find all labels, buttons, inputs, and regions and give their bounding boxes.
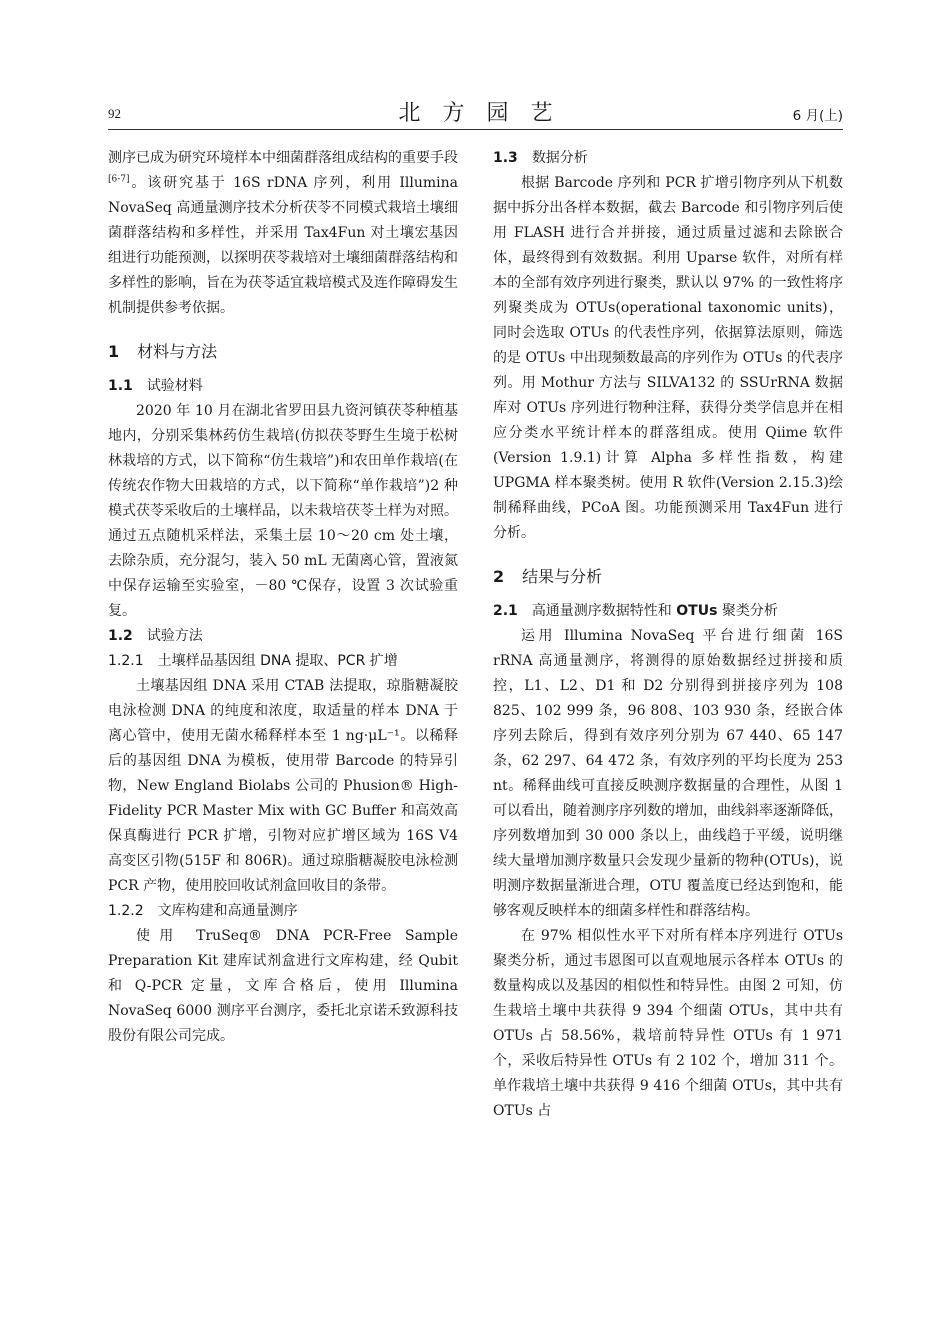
left-column <box>108 146 458 1049</box>
subsubsection-heading-1-2-2 <box>108 899 458 924</box>
subsection-title: 试验材料 <box>146 378 203 394</box>
section-heading-1 <box>108 339 458 364</box>
subsection-title-b: OTUs <box>676 603 718 619</box>
subsection-title: 数据分析 <box>531 150 588 166</box>
subsection-number: 2.1 <box>493 603 518 619</box>
subsection-title-a: 高通量测序数据特性和 <box>531 603 677 619</box>
intro-text-a: 测序已成为研究环境样本中细菌群落组成结构的重要手段 <box>108 150 458 166</box>
section-title: 结果与分析 <box>522 567 603 586</box>
subsection-heading-1-3 <box>493 146 843 171</box>
subsection-title-c: 聚类分析 <box>717 603 778 619</box>
right-column <box>493 146 843 1124</box>
header-rule <box>108 129 843 130</box>
issue-label: 6 月(上) <box>792 108 843 124</box>
journal-title: 北方园艺 <box>398 101 575 126</box>
intro-paragraph <box>108 146 458 321</box>
page-number: 92 <box>108 106 121 121</box>
subsection-number: 1.1 <box>108 378 133 394</box>
results-paragraph-2: 在 97% 相似性水平下对所有样本序列进行 OTUs 聚类分析，通过韦恩图可以直观地展示各样本 OTUs 的数量构成以及基因的相似性和特异性。由图 2 可知，仿生栽培土壤中共获得 9 394 个细菌 OTUs，其中共有 OTUs 占 58.56%，栽培前特异性 OTUs 有 1 971 个，采收后特异性 OTUs 有 2 102 个，增加 311 个。单作栽培土壤中共获得 9 416 个细菌 OTUs，其中共有 OTUs 占 <box>493 928 843 1119</box>
analysis-paragraph: 根据 Barcode 序列和 PCR 扩增引物序列从下机数据中拆分出各样本数据，截去 Barcode 和引物序列后使用 FLASH 进行合并拼接，通过质量过滤和去除嵌合体，最终得到有效数据。利用 Uparse 软件，对所有样本的全部有效序列进行聚类，默认以 97% 的一致性将序列聚类成为 OTUs(operational taxonomic units)，同时会选取 OTUs 的代表性序列，依据算法原则，筛选的是 OTUs 中出现频数最高的序列作为 OTUs 的代表序列。用 Mothur 方法与 SILVA132 的 SSUrRNA 数据库对 OTUs 序列进行物种注释，获得分类学信息并在相应分类水平统计样本的群落组成。使用 Qiime 软件(Version 1.9.1)计算 Alpha 多样性指数，构建 UPGMA 样本聚类树。使用 R 软件(Version 2.15.3)绘制稀释曲线，PCoA 图。功能预测采用 Tax4Fun 进行分析。 <box>493 175 843 541</box>
subsubsection-number: 1.2.1 <box>108 653 144 669</box>
subsubsection-title: 土壤样品基因组 DNA 提取、PCR 扩增 <box>157 653 398 669</box>
section-number: 2 <box>493 567 505 586</box>
library-paragraph: 使用 TruSeq® DNA PCR-Free Sample Preparation Kit 建库试剂盒进行文库构建，经 Qubit 和 Q-PCR 定量，文库合格后，使用 Illumina NovaSeq 6000 测序平台测序，委托北京诺禾致源科技股份有限公司完成。 <box>108 928 458 1044</box>
page-header <box>108 96 843 132</box>
section-number: 1 <box>108 342 120 361</box>
subsection-number: 1.3 <box>493 150 518 166</box>
dna-extraction-paragraph: 土壤基因组 DNA 采用 CTAB 法提取，琼脂糖凝胶电泳检测 DNA 的纯度和浓度，取适量的样本 DNA 于离心管中，使用无菌水稀释样本至 1 ng·μL⁻¹。以稀释后的基因组 DNA 为模板，使用带 Barcode 的特异引物，New England Biolabs 公司的 Phusion® High-Fidelity PCR Master Mix with GC Buffer 和高效高保真酶进行 PCR 扩增，引物对应扩增区域为 16S V4 高变区引物(515F 和 806R)。通过琼脂糖凝胶电泳检测 PCR 产物，使用胶回收试剂盒回收目的条带。 <box>108 678 458 894</box>
subsubsection-title: 文库构建和高通量测序 <box>157 903 298 919</box>
subsection-heading-1-1 <box>108 374 458 399</box>
intro-text-b: 。该研究基于 16S rDNA 序列，利用 Illumina NovaSeq 高通量测序技术分析茯苓不同模式栽培土壤细菌群落结构和多样性，并采用 Tax4Fun 对土壤宏基因组进行功能预测，以探明茯苓栽培对土壤细菌群落结构和多样性的影响，旨在为茯苓适宜栽培模式及连作障碍发生机制提供参考依据。 <box>108 175 458 316</box>
subsection-title: 试验方法 <box>146 628 203 644</box>
subsection-number: 1.2 <box>108 628 133 644</box>
materials-paragraph: 2020 年 10 月在湖北省罗田县九资河镇茯苓种植基地内，分别采集林药仿生栽培(仿拟茯苓野生生境于松树林栽培的方式，以下简称“仿生栽培”)和农田单作栽培(在传统农作物大田栽培的方式，以下简称“单作栽培”)2 种模式茯苓采收后的土壤样品，以未栽培茯苓土样为对照。通过五点随机采样法，采集土层 10～20 cm 处土壤，去除杂质，充分混匀，装入 50 mL 无菌离心管，置液氮中保存运输至实验室，－80 ℃保存，设置 3 次试验重复。 <box>108 403 458 619</box>
subsection-heading-2-1 <box>493 599 843 624</box>
section-heading-2 <box>493 564 843 589</box>
subsubsection-heading-1-2-1 <box>108 649 458 674</box>
subsection-heading-1-2 <box>108 624 458 649</box>
subsubsection-number: 1.2.2 <box>108 903 144 919</box>
section-title: 材料与方法 <box>137 342 218 361</box>
results-paragraph-1: 运用 Illumina NovaSeq 平台进行细菌 16S rRNA 高通量测序，将测得的原始数据经过拼接和质控，L1、L2、D1 和 D2 分别得到拼接序列为 108 825、102 999 条，96 808、103 930 条，经嵌合体序列去除后，得到有效序列分别为 67 440、65 147 条，62 297、64 472 条，有效序列的平均长度为 253 nt。稀释曲线可直接反映测序数据量的合理性，从图 1 可以看出，随着测序序列数的增加，曲线斜率逐渐降低，序列数增加到 30 000 条以上，曲线趋于平缓，说明继续大量增加测序数量只会发现少量新的物种(OTUs)，说明测序数据量渐进合理，OTU 覆盖度已经达到饱和，能够客观反映样本的细菌多样性和群落结构。 <box>493 628 843 919</box>
intro-citation: [6-7] <box>108 174 130 185</box>
